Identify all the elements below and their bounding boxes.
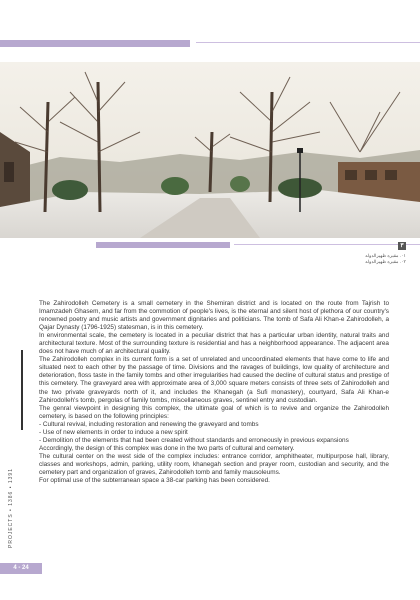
- cemetery-photo: [0, 62, 420, 238]
- paragraph: In environmental scale, the cemetery is located in a peculiar district that has a particular urban identity, natural traits and architectural texture. Most of the surrounding texture is residential and has a neighborhood appearance. The adjacent area does not have much of an architectural quality.: [39, 332, 389, 356]
- list-item: - Demolition of the elements that had been created without standards and erroneously in previous expansions: [39, 436, 349, 444]
- list-item: - Cultural revival, including restoration and renewing the graveyard and tombs: [39, 420, 259, 428]
- mid-divider-line: [234, 244, 420, 245]
- list-item: - Use of new elements in order to induce a new spirit: [39, 428, 188, 436]
- paragraph: The genral viewpoint in designing this complex, the ultimate goal of which is to revive and organize the Zahirodolleh cemetery, is based on the following principles:: [39, 404, 389, 420]
- top-divider-line: [196, 42, 420, 43]
- paragraph: Accordingly, the design of this complex was done in the two parts of cultural and cemetery.: [39, 444, 295, 452]
- paragraph: The Zahirodolleh Cemetery is a small cemetery in the Shemiran district and is located on the route from Tajrish to Imamzadeh Ghasem, and far from the commotion of people's lives, is the eternal and silent host of plethora of our country's renowned poetry and music artists and government dignitaries and politicians. The tomb of Safa Ali Khan-e Zahirodolleh, a Qajar Dynasty (1796-1925) statesman, is in this cemetery.: [39, 300, 389, 332]
- side-rule: [21, 350, 23, 430]
- mid-accent-bar: [96, 242, 230, 248]
- image-captions: [365, 253, 406, 265]
- page-number-tab: 4 - 24: [0, 563, 42, 574]
- caption-number-badge: ۳: [398, 242, 406, 250]
- caption-line-1: ۰۱. مقبره ظهیرالدوله: [365, 253, 406, 258]
- paragraph: The Zahirodolleh complex in its current form is a set of unrelated and uncoordinated elements that have come to life and situated next to each other by the passage of time. Divisions and the ravages of buildings, low quality of architecture and deterioration, floss taste in the family tombs and other irregularities had caused the decline of cultural status and prestige of this cemetery. The graveyard area with approximate area of 3,000 square meters consists of three sets of Zahirodolleh and the two private graveyards north of it, and includes the Khanegah (a Sufi monastery), courtyard, Safa Ali Khan-e Zahirodolleh's tomb, pergolas of family tombs, miscellaneous graves, sentinel entry and custodian.: [39, 356, 389, 404]
- article-body: [39, 300, 389, 485]
- paragraph: For optimal use of the subterranean space a 38-car parking has been considered.: [39, 477, 270, 485]
- caption-line-2: ۰۲. مقبره ظهیرالدوله: [365, 259, 406, 264]
- side-section-label: PROJECTS • 1386 • 1391: [8, 468, 14, 548]
- paragraph: The cultural center on the west side of the complex includes: entrance corridor, amphitheater, multipurpose hall, library, classes and workshops, admin, parking, utility room, khanegah section and prayer room, custodian and security, and the cemetery part and organization of graves, Zahirodolleh tomb and family mausoleums.: [39, 452, 389, 476]
- top-accent-bar: [0, 40, 190, 47]
